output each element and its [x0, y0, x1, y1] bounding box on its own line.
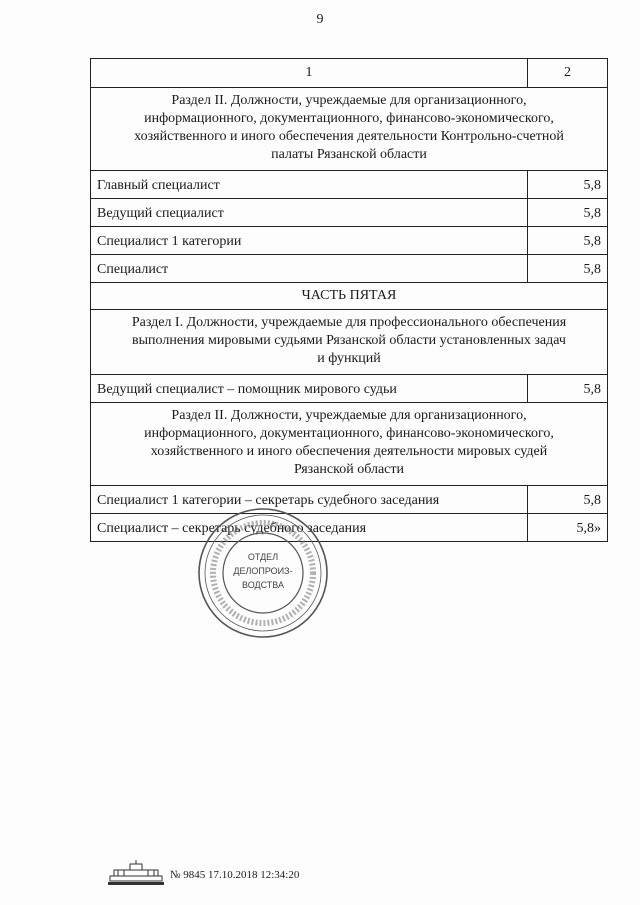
table-row — [91, 375, 608, 403]
table-row — [91, 514, 608, 542]
registration-datetime: 17.10.2018 12:34:20 — [208, 869, 300, 881]
seal-center-line-3: ВОДСТВА — [241, 580, 285, 590]
table-row — [91, 171, 608, 199]
position-cell: Главный специалист — [91, 171, 528, 199]
section-2-judges-heading: Раздел II. Должности, учреждаемые для организационного, информационного, документационного, финансово-экономического, хозяйственного и иного обеспечения деятельности мировых судей Рязанской области — [91, 403, 608, 486]
position-cell: Ведущий специалист — [91, 199, 528, 227]
part-five-heading: ЧАСТЬ ПЯТАЯ — [91, 283, 608, 310]
seal-center-line-1: ОТДЕЛ — [247, 552, 279, 562]
value-cell: 5,8 — [528, 227, 608, 255]
position-cell: Специалист 1 категории – секретарь судебного заседания — [91, 486, 528, 514]
value-cell: 5,8 — [528, 375, 608, 403]
table-row — [91, 227, 608, 255]
value-cell: 5,8 — [528, 171, 608, 199]
document-number: № 9845 — [170, 869, 206, 881]
position-cell: Специалист 1 категории — [91, 227, 528, 255]
table-row — [91, 255, 608, 283]
section-2-kontrol-heading: Раздел II. Должности, учреждаемые для организационного, информационного, документационного, финансово-экономического, хозяйственного и иного обеспечения деятельности Контрольно-счетной палаты Рязанской области — [91, 88, 608, 171]
value-cell: 5,8» — [528, 514, 608, 542]
table-header-row — [91, 59, 608, 88]
value-cell: 5,8 — [528, 486, 608, 514]
part-row — [91, 283, 608, 310]
section-row — [91, 403, 608, 486]
position-cell: Специалист — [91, 255, 528, 283]
position-cell: Специалист – секретарь судебного заседания — [91, 514, 528, 542]
page-number: 9 — [316, 12, 324, 27]
government-building-logo — [106, 860, 166, 886]
table-row — [91, 486, 608, 514]
column-header-2: 2 — [528, 59, 608, 88]
column-header-1: 1 — [91, 59, 528, 88]
positions-table — [90, 58, 608, 542]
section-row — [91, 310, 608, 375]
registration-stamp — [170, 869, 299, 881]
position-cell: Ведущий специалист – помощник мирового судьи — [91, 375, 528, 403]
value-cell: 5,8 — [528, 255, 608, 283]
value-cell: 5,8 — [528, 199, 608, 227]
section-row — [91, 88, 608, 171]
office-seal-stamp — [195, 505, 331, 641]
section-1-judges-heading: Раздел I. Должности, учреждаемые для профессионального обеспечения выполнения мировыми судьями Рязанской области установленных задач и функций — [91, 310, 608, 375]
table-row — [91, 199, 608, 227]
seal-center-line-2: ДЕЛОПРОИЗ- — [233, 566, 293, 576]
